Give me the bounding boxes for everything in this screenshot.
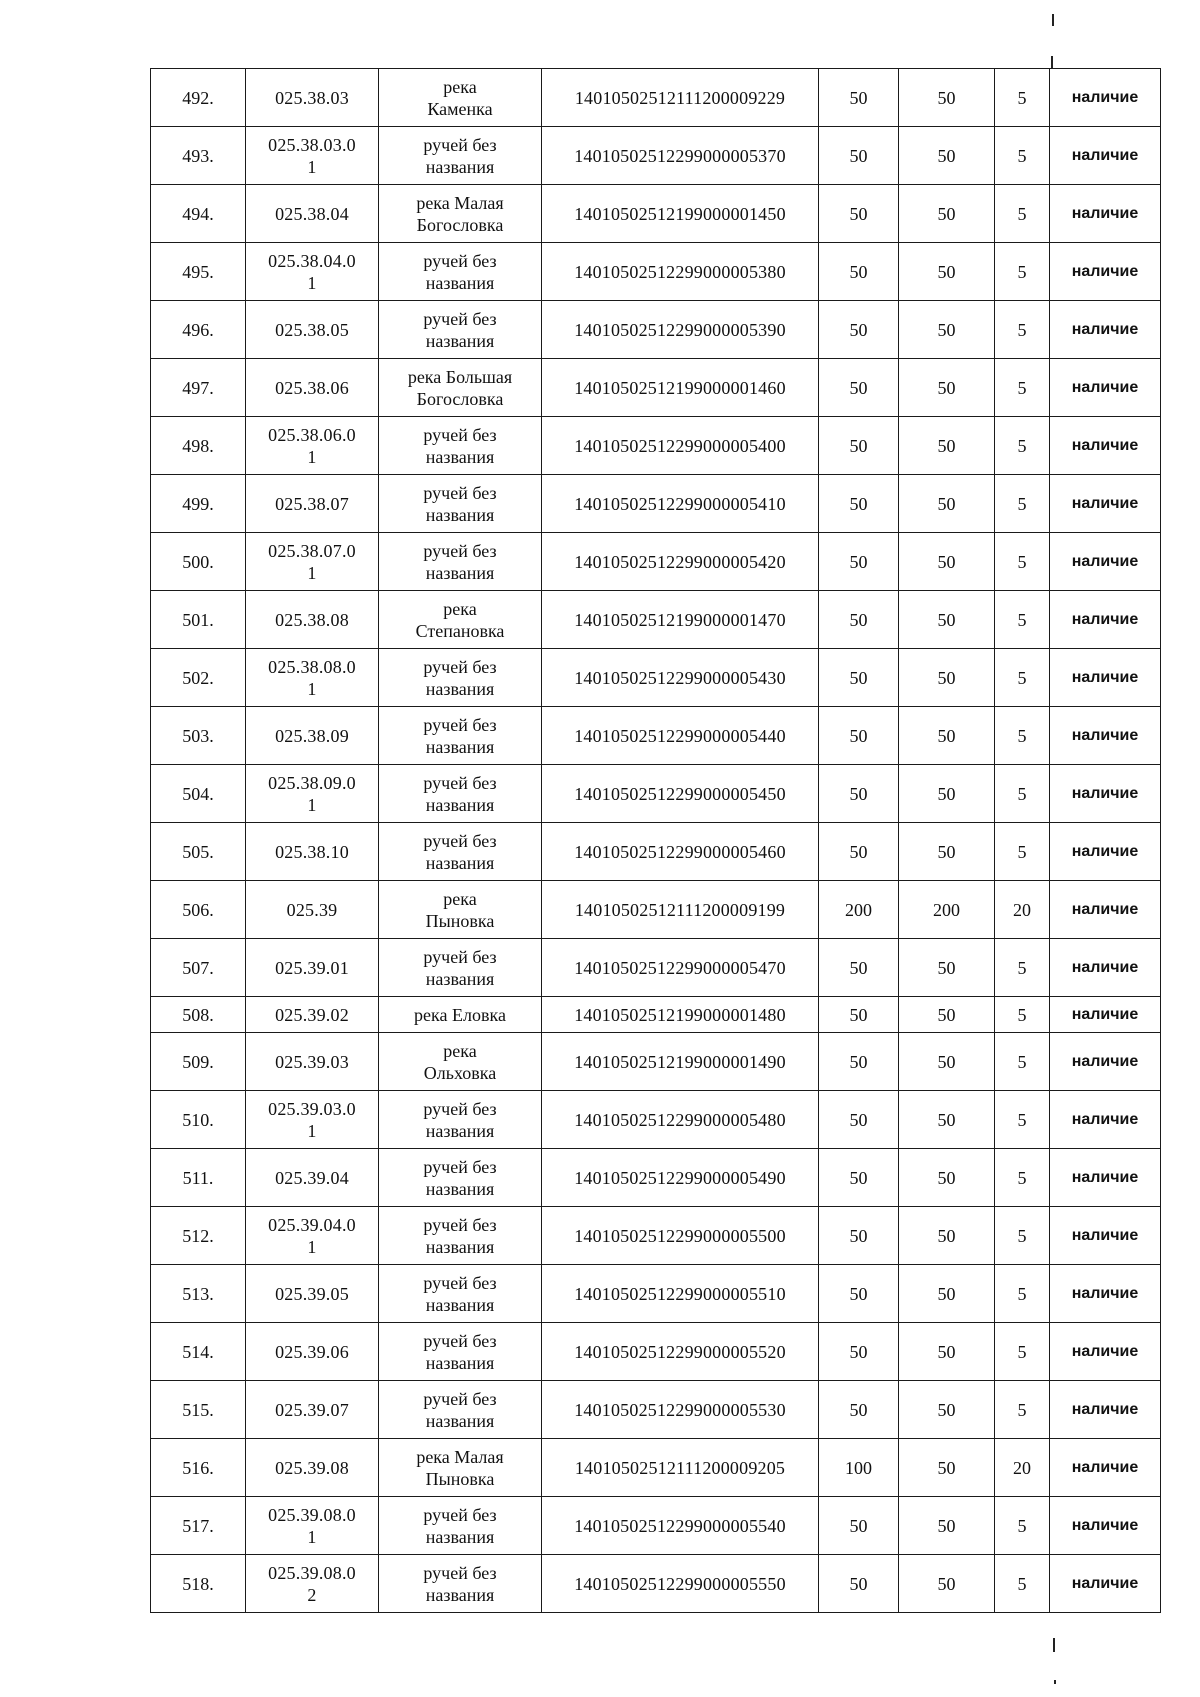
registry-number-cell: 14010502512111200009199 bbox=[542, 881, 819, 939]
table-row bbox=[151, 591, 1161, 649]
row-number-cell: 510. bbox=[151, 1091, 246, 1149]
presence-cell: наличие bbox=[1050, 1323, 1161, 1381]
value-c-cell: 5 bbox=[995, 359, 1050, 417]
value-c-cell: 5 bbox=[995, 533, 1050, 591]
presence-cell: наличие bbox=[1050, 823, 1161, 881]
presence-cell: наличие bbox=[1050, 1265, 1161, 1323]
water-body-name-cell: ручей без названия bbox=[379, 707, 542, 765]
water-body-name-cell: ручей без названия bbox=[379, 243, 542, 301]
water-body-code-cell: 025.38.09 bbox=[246, 707, 379, 765]
scan-margin-mark-top bbox=[1051, 56, 1053, 68]
presence-cell: наличие bbox=[1050, 301, 1161, 359]
value-a-cell: 50 bbox=[819, 417, 899, 475]
table-row bbox=[151, 707, 1161, 765]
water-body-code-cell: 025.39.07 bbox=[246, 1381, 379, 1439]
value-a-cell: 50 bbox=[819, 1381, 899, 1439]
registry-number-cell: 14010502512299000005470 bbox=[542, 939, 819, 997]
water-body-code-cell: 025.38.06.0 1 bbox=[246, 417, 379, 475]
value-b-cell: 50 bbox=[899, 997, 995, 1033]
table-row bbox=[151, 1381, 1161, 1439]
table-row bbox=[151, 1265, 1161, 1323]
value-a-cell: 50 bbox=[819, 707, 899, 765]
value-b-cell: 50 bbox=[899, 591, 995, 649]
table-row bbox=[151, 69, 1161, 127]
value-c-cell: 5 bbox=[995, 243, 1050, 301]
value-b-cell: 50 bbox=[899, 417, 995, 475]
water-body-name-cell: ручей без названия bbox=[379, 1265, 542, 1323]
value-b-cell: 50 bbox=[899, 1555, 995, 1613]
value-b-cell: 50 bbox=[899, 301, 995, 359]
value-a-cell: 50 bbox=[819, 997, 899, 1033]
registry-number-cell: 14010502512299000005520 bbox=[542, 1323, 819, 1381]
value-c-cell: 5 bbox=[995, 475, 1050, 533]
value-b-cell: 50 bbox=[899, 185, 995, 243]
value-a-cell: 50 bbox=[819, 649, 899, 707]
water-body-name-cell: ручей без названия bbox=[379, 765, 542, 823]
value-b-cell: 50 bbox=[899, 1033, 995, 1091]
value-c-cell: 5 bbox=[995, 591, 1050, 649]
presence-cell: наличие bbox=[1050, 185, 1161, 243]
value-a-cell: 50 bbox=[819, 185, 899, 243]
row-number-cell: 508. bbox=[151, 997, 246, 1033]
registry-number-cell: 14010502512299000005530 bbox=[542, 1381, 819, 1439]
water-body-code-cell: 025.39.05 bbox=[246, 1265, 379, 1323]
water-body-name-cell: ручей без названия bbox=[379, 301, 542, 359]
value-c-cell: 5 bbox=[995, 417, 1050, 475]
water-body-code-cell: 025.39.02 bbox=[246, 997, 379, 1033]
row-number-cell: 505. bbox=[151, 823, 246, 881]
row-number-cell: 499. bbox=[151, 475, 246, 533]
presence-cell: наличие bbox=[1050, 707, 1161, 765]
water-body-name-cell: ручей без названия bbox=[379, 417, 542, 475]
value-c-cell: 20 bbox=[995, 1439, 1050, 1497]
value-c-cell: 5 bbox=[995, 185, 1050, 243]
table-row bbox=[151, 1323, 1161, 1381]
value-b-cell: 200 bbox=[899, 881, 995, 939]
water-body-code-cell: 025.39.03 bbox=[246, 1033, 379, 1091]
row-number-cell: 495. bbox=[151, 243, 246, 301]
value-a-cell: 50 bbox=[819, 1033, 899, 1091]
value-b-cell: 50 bbox=[899, 707, 995, 765]
registry-number-cell: 14010502512299000005390 bbox=[542, 301, 819, 359]
value-a-cell: 50 bbox=[819, 243, 899, 301]
water-body-code-cell: 025.38.03.0 1 bbox=[246, 127, 379, 185]
row-number-cell: 515. bbox=[151, 1381, 246, 1439]
table-row bbox=[151, 1091, 1161, 1149]
value-b-cell: 50 bbox=[899, 1091, 995, 1149]
row-number-cell: 494. bbox=[151, 185, 246, 243]
table-row bbox=[151, 1497, 1161, 1555]
value-a-cell: 50 bbox=[819, 1207, 899, 1265]
value-a-cell: 50 bbox=[819, 1497, 899, 1555]
row-number-cell: 507. bbox=[151, 939, 246, 997]
water-body-code-cell: 025.39.08 bbox=[246, 1439, 379, 1497]
value-b-cell: 50 bbox=[899, 1149, 995, 1207]
presence-cell: наличие bbox=[1050, 127, 1161, 185]
presence-cell: наличие bbox=[1050, 997, 1161, 1033]
table-row bbox=[151, 1207, 1161, 1265]
value-b-cell: 50 bbox=[899, 359, 995, 417]
value-c-cell: 5 bbox=[995, 1555, 1050, 1613]
value-a-cell: 50 bbox=[819, 359, 899, 417]
water-bodies-table bbox=[150, 68, 1161, 1613]
row-number-cell: 503. bbox=[151, 707, 246, 765]
value-b-cell: 50 bbox=[899, 1323, 995, 1381]
registry-number-cell: 14010502512299000005480 bbox=[542, 1091, 819, 1149]
value-a-cell: 50 bbox=[819, 1323, 899, 1381]
value-c-cell: 5 bbox=[995, 823, 1050, 881]
row-number-cell: 509. bbox=[151, 1033, 246, 1091]
presence-cell: наличие bbox=[1050, 533, 1161, 591]
scan-margin-mark-bottom bbox=[1053, 1638, 1055, 1652]
value-b-cell: 50 bbox=[899, 1381, 995, 1439]
water-body-name-cell: ручей без названия bbox=[379, 1555, 542, 1613]
presence-cell: наличие bbox=[1050, 417, 1161, 475]
value-c-cell: 5 bbox=[995, 1149, 1050, 1207]
water-body-name-cell: ручей без названия bbox=[379, 1381, 542, 1439]
water-body-name-cell: ручей без названия bbox=[379, 1497, 542, 1555]
presence-cell: наличие bbox=[1050, 939, 1161, 997]
presence-cell: наличие bbox=[1050, 881, 1161, 939]
value-c-cell: 5 bbox=[995, 1033, 1050, 1091]
presence-cell: наличие bbox=[1050, 1207, 1161, 1265]
value-a-cell: 50 bbox=[819, 1149, 899, 1207]
table-row bbox=[151, 881, 1161, 939]
table-row bbox=[151, 823, 1161, 881]
value-c-cell: 5 bbox=[995, 1497, 1050, 1555]
value-c-cell: 5 bbox=[995, 1207, 1050, 1265]
scan-speck-top bbox=[1052, 14, 1054, 26]
value-a-cell: 50 bbox=[819, 127, 899, 185]
presence-cell: наличие bbox=[1050, 649, 1161, 707]
value-b-cell: 50 bbox=[899, 1439, 995, 1497]
registry-number-cell: 14010502512299000005490 bbox=[542, 1149, 819, 1207]
row-number-cell: 492. bbox=[151, 69, 246, 127]
registry-number-cell: 14010502512299000005440 bbox=[542, 707, 819, 765]
row-number-cell: 497. bbox=[151, 359, 246, 417]
row-number-cell: 516. bbox=[151, 1439, 246, 1497]
water-body-name-cell: ручей без названия bbox=[379, 533, 542, 591]
row-number-cell: 506. bbox=[151, 881, 246, 939]
presence-cell: наличие bbox=[1050, 1381, 1161, 1439]
presence-cell: наличие bbox=[1050, 359, 1161, 417]
value-a-cell: 50 bbox=[819, 69, 899, 127]
registry-number-cell: 14010502512199000001470 bbox=[542, 591, 819, 649]
value-c-cell: 5 bbox=[995, 1265, 1050, 1323]
value-b-cell: 50 bbox=[899, 69, 995, 127]
presence-cell: наличие bbox=[1050, 1497, 1161, 1555]
water-body-code-cell: 025.39.08.0 2 bbox=[246, 1555, 379, 1613]
presence-cell: наличие bbox=[1050, 765, 1161, 823]
registry-number-cell: 14010502512299000005420 bbox=[542, 533, 819, 591]
value-b-cell: 50 bbox=[899, 1497, 995, 1555]
value-a-cell: 50 bbox=[819, 939, 899, 997]
table-row bbox=[151, 475, 1161, 533]
value-b-cell: 50 bbox=[899, 1207, 995, 1265]
registry-number-cell: 14010502512199000001460 bbox=[542, 359, 819, 417]
presence-cell: наличие bbox=[1050, 1091, 1161, 1149]
table-row bbox=[151, 649, 1161, 707]
water-body-code-cell: 025.38.05 bbox=[246, 301, 379, 359]
table-row bbox=[151, 243, 1161, 301]
row-number-cell: 514. bbox=[151, 1323, 246, 1381]
water-body-name-cell: ручей без названия bbox=[379, 823, 542, 881]
registry-number-cell: 14010502512299000005460 bbox=[542, 823, 819, 881]
value-a-cell: 50 bbox=[819, 823, 899, 881]
water-body-code-cell: 025.39 bbox=[246, 881, 379, 939]
table-row bbox=[151, 1149, 1161, 1207]
value-b-cell: 50 bbox=[899, 127, 995, 185]
water-body-code-cell: 025.38.06 bbox=[246, 359, 379, 417]
row-number-cell: 504. bbox=[151, 765, 246, 823]
value-c-cell: 5 bbox=[995, 939, 1050, 997]
value-a-cell: 50 bbox=[819, 533, 899, 591]
table-row bbox=[151, 1033, 1161, 1091]
value-c-cell: 5 bbox=[995, 127, 1050, 185]
table-row bbox=[151, 417, 1161, 475]
presence-cell: наличие bbox=[1050, 1033, 1161, 1091]
presence-cell: наличие bbox=[1050, 69, 1161, 127]
water-body-name-cell: река Малая Пыновка bbox=[379, 1439, 542, 1497]
water-body-code-cell: 025.39.04 bbox=[246, 1149, 379, 1207]
water-body-name-cell: река Еловка bbox=[379, 997, 542, 1033]
water-body-code-cell: 025.39.08.0 1 bbox=[246, 1497, 379, 1555]
registry-number-cell: 14010502512199000001480 bbox=[542, 997, 819, 1033]
value-c-cell: 5 bbox=[995, 1323, 1050, 1381]
water-body-code-cell: 025.38.04.0 1 bbox=[246, 243, 379, 301]
value-c-cell: 5 bbox=[995, 997, 1050, 1033]
water-body-code-cell: 025.38.07 bbox=[246, 475, 379, 533]
table-row bbox=[151, 301, 1161, 359]
registry-number-cell: 14010502512299000005370 bbox=[542, 127, 819, 185]
presence-cell: наличие bbox=[1050, 475, 1161, 533]
registry-number-cell: 14010502512299000005430 bbox=[542, 649, 819, 707]
registry-number-cell: 14010502512299000005510 bbox=[542, 1265, 819, 1323]
value-b-cell: 50 bbox=[899, 533, 995, 591]
water-body-name-cell: ручей без названия bbox=[379, 1323, 542, 1381]
water-body-name-cell: река Пыновка bbox=[379, 881, 542, 939]
water-body-name-cell: ручей без названия bbox=[379, 1149, 542, 1207]
registry-number-cell: 14010502512111200009205 bbox=[542, 1439, 819, 1497]
value-c-cell: 20 bbox=[995, 881, 1050, 939]
registry-number-cell: 14010502512111200009229 bbox=[542, 69, 819, 127]
presence-cell: наличие bbox=[1050, 1149, 1161, 1207]
water-body-name-cell: ручей без названия bbox=[379, 127, 542, 185]
registry-number-cell: 14010502512299000005450 bbox=[542, 765, 819, 823]
water-body-code-cell: 025.38.07.0 1 bbox=[246, 533, 379, 591]
water-body-code-cell: 025.39.04.0 1 bbox=[246, 1207, 379, 1265]
registry-number-cell: 14010502512199000001450 bbox=[542, 185, 819, 243]
value-b-cell: 50 bbox=[899, 475, 995, 533]
registry-number-cell: 14010502512299000005500 bbox=[542, 1207, 819, 1265]
table-row bbox=[151, 185, 1161, 243]
value-a-cell: 50 bbox=[819, 1091, 899, 1149]
row-number-cell: 511. bbox=[151, 1149, 246, 1207]
value-a-cell: 50 bbox=[819, 765, 899, 823]
row-number-cell: 498. bbox=[151, 417, 246, 475]
table-body bbox=[151, 69, 1161, 1613]
value-a-cell: 50 bbox=[819, 1555, 899, 1613]
value-a-cell: 50 bbox=[819, 1265, 899, 1323]
value-b-cell: 50 bbox=[899, 1265, 995, 1323]
row-number-cell: 493. bbox=[151, 127, 246, 185]
row-number-cell: 500. bbox=[151, 533, 246, 591]
registry-number-cell: 14010502512299000005540 bbox=[542, 1497, 819, 1555]
row-number-cell: 502. bbox=[151, 649, 246, 707]
registry-number-cell: 14010502512299000005410 bbox=[542, 475, 819, 533]
scan-speck-bottom bbox=[1054, 1680, 1056, 1684]
water-body-name-cell: река Каменка bbox=[379, 69, 542, 127]
water-body-code-cell: 025.39.03.0 1 bbox=[246, 1091, 379, 1149]
registry-number-cell: 14010502512299000005380 bbox=[542, 243, 819, 301]
water-body-name-cell: ручей без названия bbox=[379, 1091, 542, 1149]
row-number-cell: 496. bbox=[151, 301, 246, 359]
row-number-cell: 513. bbox=[151, 1265, 246, 1323]
presence-cell: наличие bbox=[1050, 1555, 1161, 1613]
registry-number-cell: 14010502512199000001490 bbox=[542, 1033, 819, 1091]
value-a-cell: 50 bbox=[819, 591, 899, 649]
presence-cell: наличие bbox=[1050, 591, 1161, 649]
table-row bbox=[151, 1555, 1161, 1613]
value-c-cell: 5 bbox=[995, 301, 1050, 359]
value-a-cell: 200 bbox=[819, 881, 899, 939]
value-a-cell: 100 bbox=[819, 1439, 899, 1497]
presence-cell: наличие bbox=[1050, 243, 1161, 301]
water-body-code-cell: 025.38.08 bbox=[246, 591, 379, 649]
table-row bbox=[151, 765, 1161, 823]
water-body-name-cell: река Ольховка bbox=[379, 1033, 542, 1091]
value-b-cell: 50 bbox=[899, 939, 995, 997]
value-a-cell: 50 bbox=[819, 301, 899, 359]
row-number-cell: 512. bbox=[151, 1207, 246, 1265]
value-c-cell: 5 bbox=[995, 649, 1050, 707]
value-b-cell: 50 bbox=[899, 765, 995, 823]
water-body-code-cell: 025.38.09.0 1 bbox=[246, 765, 379, 823]
water-body-name-cell: ручей без названия bbox=[379, 939, 542, 997]
registry-number-cell: 14010502512299000005550 bbox=[542, 1555, 819, 1613]
table-row bbox=[151, 359, 1161, 417]
water-body-name-cell: река Степановка bbox=[379, 591, 542, 649]
table-row bbox=[151, 1439, 1161, 1497]
value-a-cell: 50 bbox=[819, 475, 899, 533]
registry-number-cell: 14010502512299000005400 bbox=[542, 417, 819, 475]
table-row bbox=[151, 533, 1161, 591]
value-c-cell: 5 bbox=[995, 1091, 1050, 1149]
water-body-code-cell: 025.38.04 bbox=[246, 185, 379, 243]
value-c-cell: 5 bbox=[995, 69, 1050, 127]
value-c-cell: 5 bbox=[995, 765, 1050, 823]
water-body-name-cell: ручей без названия bbox=[379, 649, 542, 707]
water-body-code-cell: 025.39.06 bbox=[246, 1323, 379, 1381]
water-body-code-cell: 025.38.10 bbox=[246, 823, 379, 881]
water-body-code-cell: 025.38.03 bbox=[246, 69, 379, 127]
row-number-cell: 501. bbox=[151, 591, 246, 649]
water-body-name-cell: река Большая Богословка bbox=[379, 359, 542, 417]
value-c-cell: 5 bbox=[995, 707, 1050, 765]
row-number-cell: 517. bbox=[151, 1497, 246, 1555]
table-row bbox=[151, 997, 1161, 1033]
value-b-cell: 50 bbox=[899, 243, 995, 301]
presence-cell: наличие bbox=[1050, 1439, 1161, 1497]
row-number-cell: 518. bbox=[151, 1555, 246, 1613]
value-b-cell: 50 bbox=[899, 823, 995, 881]
water-body-code-cell: 025.39.01 bbox=[246, 939, 379, 997]
value-b-cell: 50 bbox=[899, 649, 995, 707]
water-body-name-cell: ручей без названия bbox=[379, 1207, 542, 1265]
water-body-code-cell: 025.38.08.0 1 bbox=[246, 649, 379, 707]
table-row bbox=[151, 127, 1161, 185]
water-body-name-cell: река Малая Богословка bbox=[379, 185, 542, 243]
water-body-name-cell: ручей без названия bbox=[379, 475, 542, 533]
table-row bbox=[151, 939, 1161, 997]
value-c-cell: 5 bbox=[995, 1381, 1050, 1439]
